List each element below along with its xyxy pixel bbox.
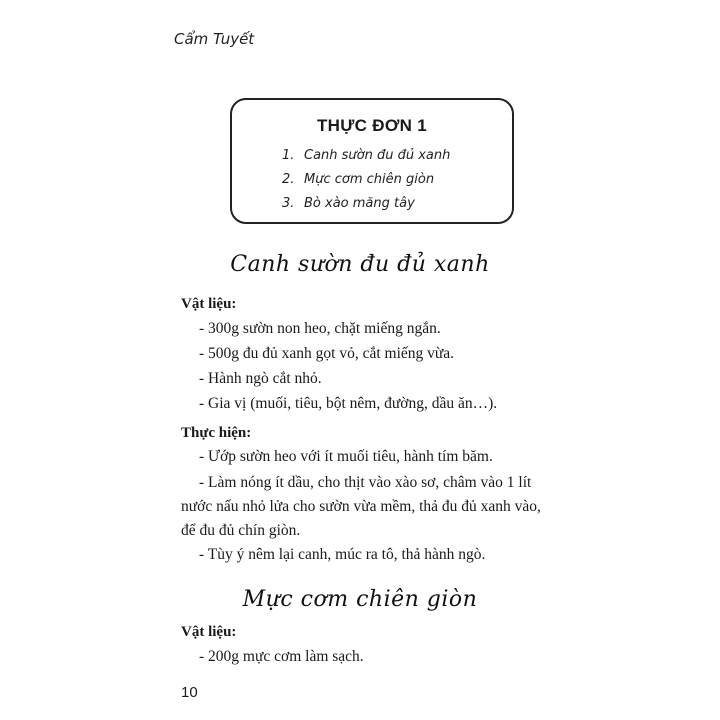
- menu-title: THỰC ĐƠN 1: [317, 116, 427, 135]
- ingredients-heading: Vật liệu:: [181, 296, 237, 312]
- ingredient-line: - Gia vị (muối, tiêu, bột nêm, đường, dầu ăn…).: [199, 395, 498, 412]
- recipe-title: Canh sườn đu đủ xanh: [230, 252, 490, 277]
- step-line: - Tùy ý nêm lại canh, múc ra tô, thả hành ngò.: [199, 546, 486, 563]
- menu-item: 1. Canh sườn đu đủ xanh: [282, 148, 451, 163]
- ingredient-line: - 300g sườn non heo, chặt miếng ngắn.: [199, 320, 441, 337]
- step-line: - Làm nóng ít dầu, cho thịt vào xào sơ, châm vào 1 lít: [199, 474, 532, 491]
- menu-item: 2. Mực cơm chiên giòn: [282, 172, 435, 187]
- ingredient-line: - Hành ngò cắt nhỏ.: [199, 370, 322, 387]
- step-line: để đu đủ chín giòn.: [181, 522, 301, 539]
- ingredient-line: - 500g đu đủ xanh gọt vỏ, cắt miếng vừa.: [199, 345, 455, 362]
- page-number: 10: [181, 684, 198, 701]
- step-line: - Ướp sườn heo với ít muối tiêu, hành tím băm.: [199, 448, 493, 465]
- recipe-title: Mực cơm chiên giòn: [242, 587, 478, 612]
- author-name: Cẩm Tuyết: [174, 30, 255, 48]
- ingredient-line: - 200g mực cơm làm sạch.: [199, 648, 364, 665]
- menu-list: [282, 144, 450, 216]
- step-line: nước nấu nhỏ lửa cho sườn vừa mềm, thả đu đủ xanh vào,: [181, 498, 541, 515]
- menu-box: [230, 98, 514, 224]
- ingredients-heading: Vật liệu:: [181, 624, 237, 640]
- menu-item: 3. Bò xào măng tây: [282, 196, 415, 211]
- steps-heading: Thực hiện:: [181, 425, 252, 441]
